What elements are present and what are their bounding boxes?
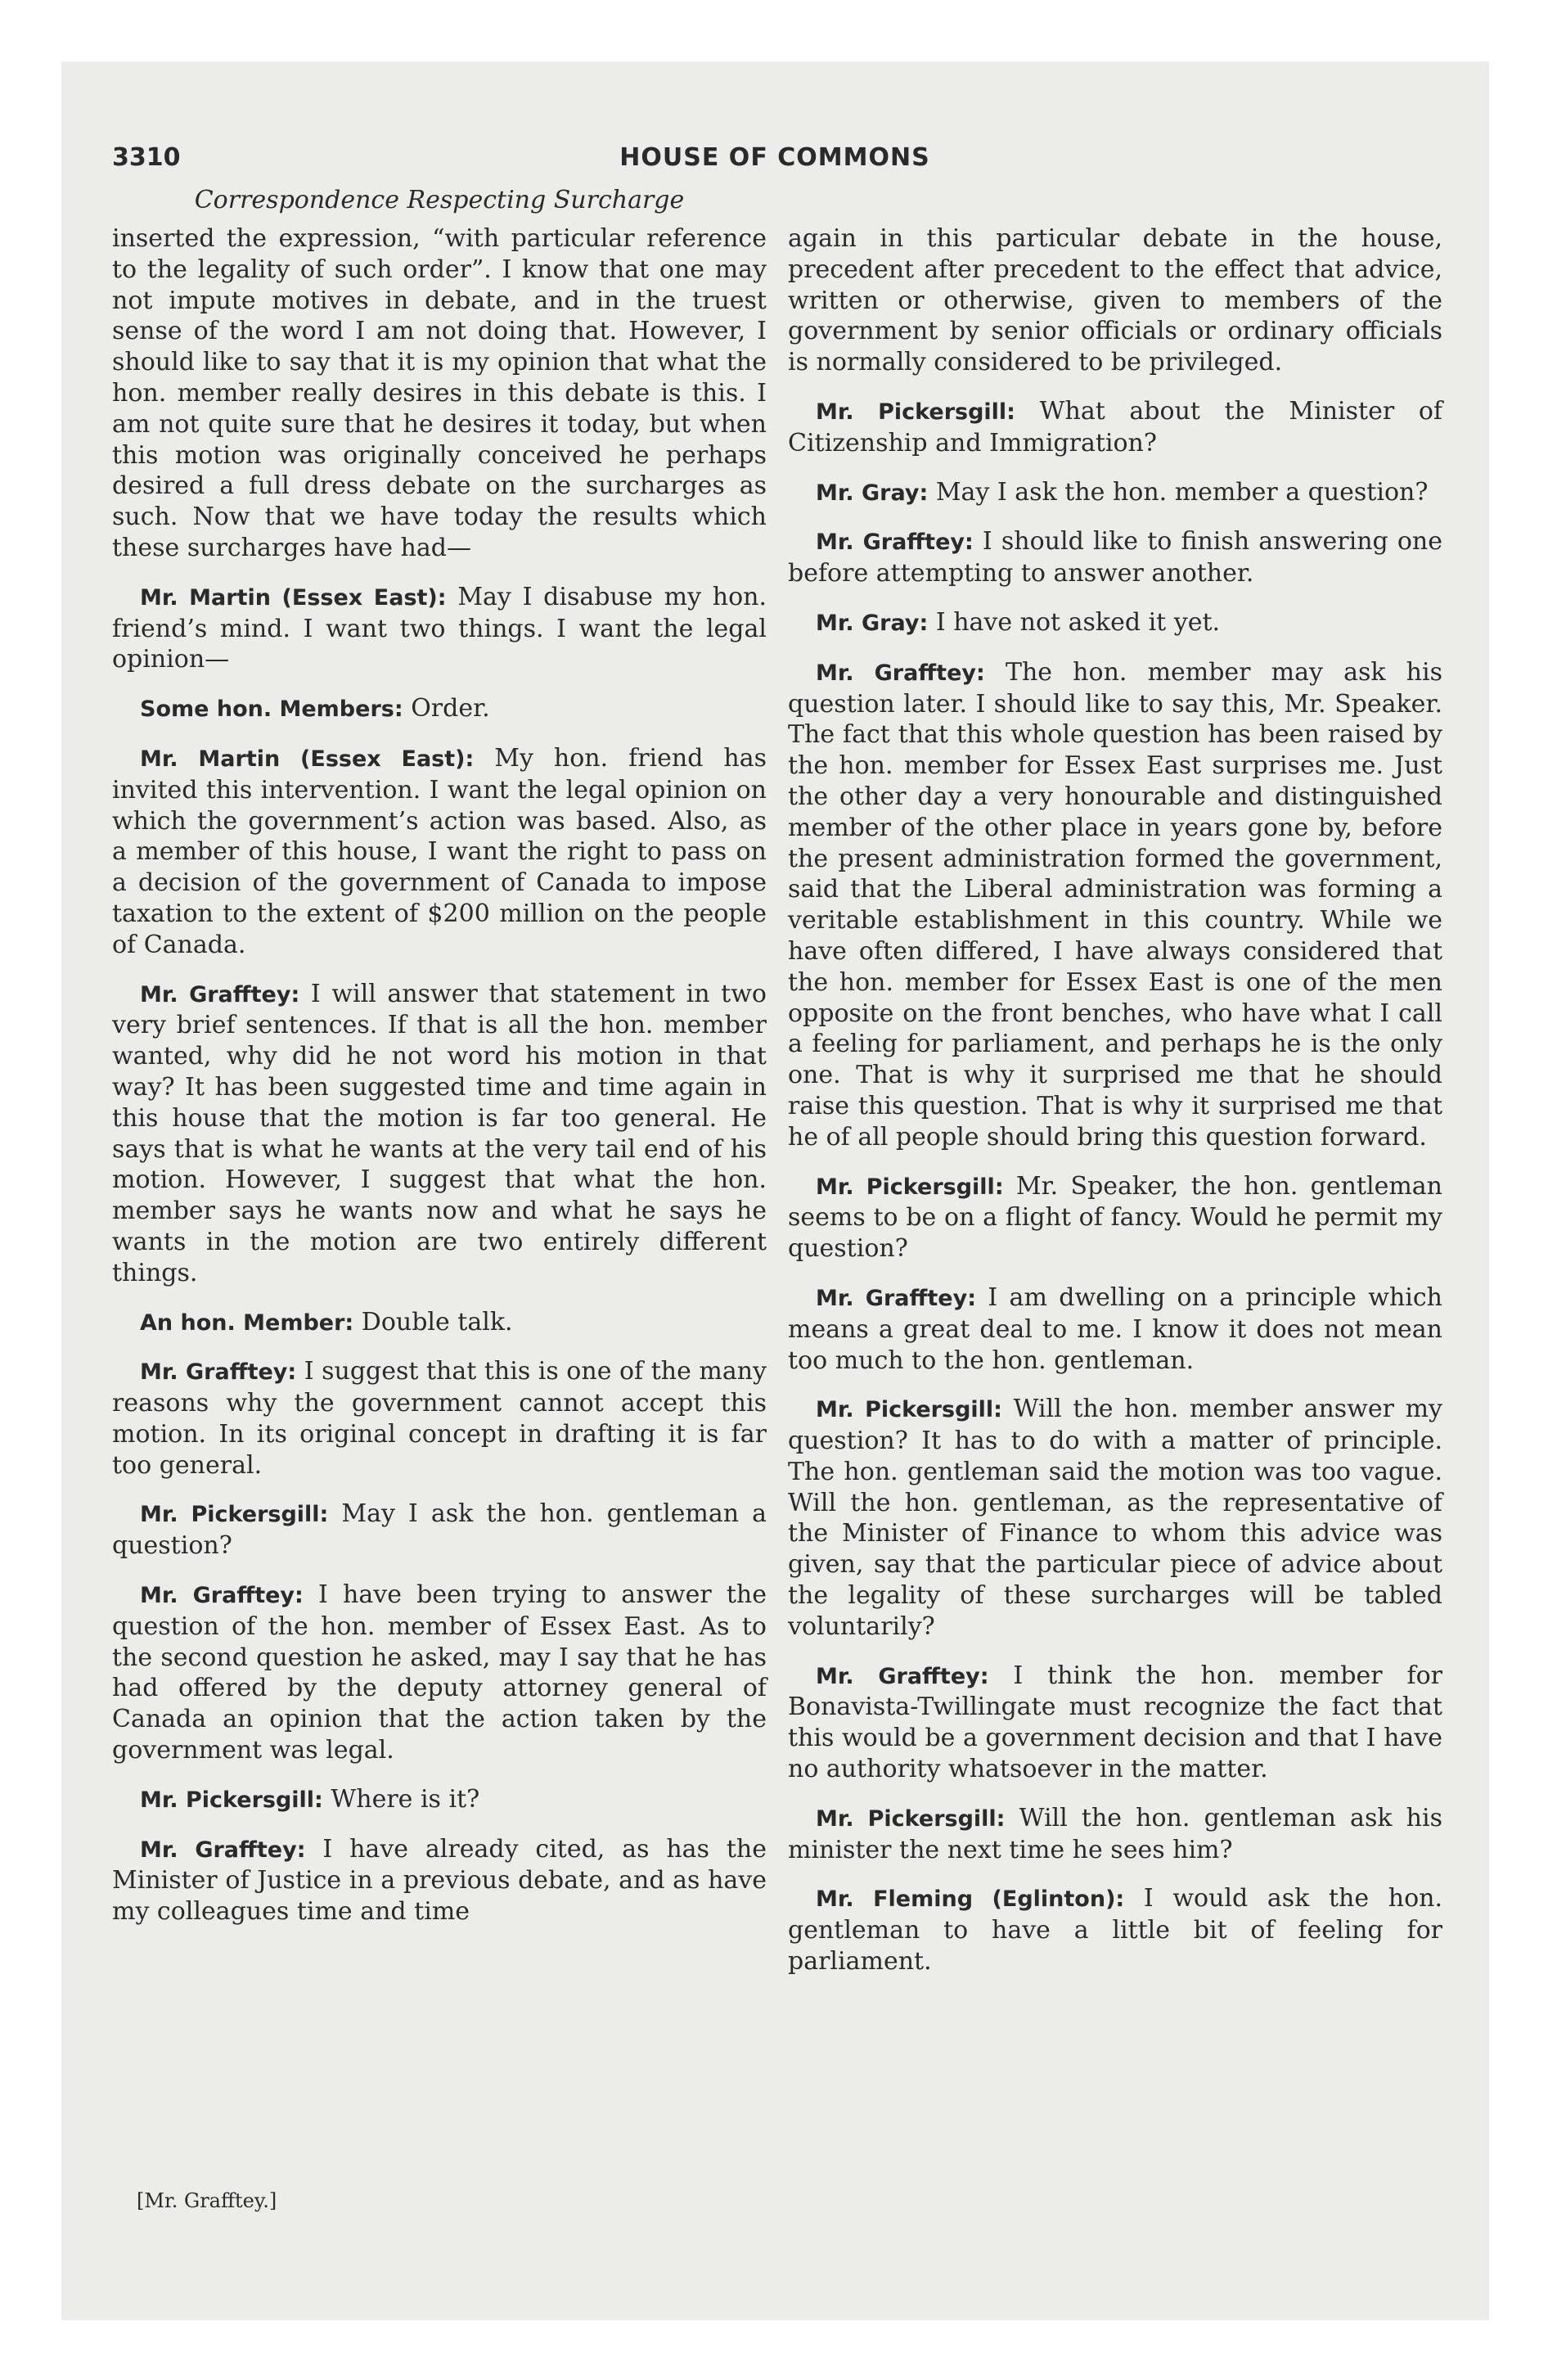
speaker-name: Mr. Pickersgill: (816, 399, 1015, 425)
paragraph (788, 1282, 1442, 1376)
speaker-name: Mr. Grafftey: (816, 1285, 976, 1311)
paragraph (112, 1499, 767, 1562)
paragraph (788, 1883, 1442, 1977)
speaker-name: Mr. Pickersgill: (816, 1174, 1004, 1200)
paragraph-text: I suggest that this is one of the many reasons why the government cannot accept this motion. In its original concept in drafting it is far too general. (112, 1357, 767, 1480)
paragraph-text: inserted the expression, “with particular reference to the legality of such order”. I know that one may not impute motives in debate, and in the truest sense of the word I am not doing that. However, I should like to say that it is my opinion that what the hon. member really desires in this debate is this. I am not quite sure that he desires it today, but when this motion was originally conceived he perhaps desired a full dress debate on the surcharges as such. Now that we have today the results which these surcharges have had— (112, 224, 767, 562)
paragraph-text: I will answer that statement in two very brief sentences. If that is all the hon. member wanted, why did he not word his motion in that way? It has been suggested time and time again in this house that the motion is far too general. He says that is what he wants at the very tail end of his motion. However, I suggest that what the hon. member says he wants now and what he says he wants in the motion are two entirely different things. (112, 979, 767, 1287)
hansard-page (61, 61, 1489, 2320)
paragraph (788, 607, 1442, 639)
speaker-name: Mr. Grafftey: (140, 1359, 297, 1386)
paragraph-text: I have been trying to answer the question of the hon. member of Essex East. As to the second question he asked, may I say that he has had offered by the deputy attorney general of Canada an opinion that the action taken by the government was legal. (112, 1580, 767, 1765)
paragraph (788, 526, 1442, 589)
paragraph-text: I should like to finish answering one before attempting to answer another. (788, 527, 1442, 588)
paragraph (788, 1803, 1442, 1866)
speaker-name: Some hon. Members: (140, 696, 403, 723)
paragraph (112, 1784, 767, 1816)
paragraph-text: Will the hon. member answer my question? It has to do with a matter of principle. The hon. gentleman said the motion was too vague. Will the hon. gentleman, as the representative of the Minister of Finance to whom this advice was given, say that the particular piece of advice about the legality of these surcharges will be tabled voluntarily? (788, 1395, 1442, 1641)
speaker-name: Mr. Pickersgill: (816, 1805, 1006, 1832)
paragraph-text: again in this particular debate in the house, precedent after precedent to the effect that advice, written or otherwise, given to members of the government by senior officials or ordinary officials is normally considered to be privileged. (788, 224, 1442, 377)
paragraph-text: Will the hon. gentleman ask his minister the next time he sees him? (788, 1803, 1442, 1864)
speaker-name: Mr. Grafftey: (816, 530, 974, 556)
speaker-name: Mr. Grafftey: (140, 981, 300, 1007)
speaker-name: Mr. Martin (Essex East): (140, 584, 447, 611)
speaker-name: Mr. Grafftey: (140, 1837, 306, 1863)
paragraph-text: Where is it? (331, 1784, 480, 1814)
paragraph-text: The hon. member may ask his question later. I should like to say this, Mr. Speaker. The fact that this whole question has been raised by the hon. member for Essex East surprises me. Just the other day a very honourable and distinguished member of the other place in years gone by, before the present administration formed the government, said that the Liberal administration was forming a veritable establishment in this country. While we have often differed, I have always considered that the hon. member for Essex East is one of the men opposite on the front benches, who have what I call a feeling for parliament, and perhaps he is the only one. That is why it surprised me that he should raise this question. That is why it surprised me that he of all people should bring this question forward. (788, 657, 1442, 1152)
speaker-name: Mr. Grafftey: (816, 660, 985, 686)
left-column (112, 223, 767, 1945)
paragraph (788, 223, 1442, 378)
journal-title: HOUSE OF COMMONS (619, 143, 930, 172)
paragraph-text: I would ask the hon. gentleman to have a little bit of feeling for parliament. (788, 1884, 1442, 1977)
paragraph (788, 657, 1442, 1153)
paragraph (112, 1307, 767, 1339)
speaker-name: Mr. Pickersgill: (816, 1397, 1002, 1423)
paragraph-text: My hon. friend has invited this intervention. I want the legal opinion on which the government’s action was based. Also, as a member of this house, I want the right to pass on a decision of the government of Canada to impose taxation to the extent of $200 million on the people of Canada. (112, 743, 767, 959)
right-column (788, 223, 1442, 1995)
paragraph-text: I have not asked it yet. (935, 607, 1221, 637)
speaker-name: Mr. Martin (Essex East): (140, 746, 475, 772)
paragraph (112, 693, 767, 725)
speaker-name: Mr. Pickersgill: (140, 1787, 323, 1813)
paragraph-text: I have already cited, as has the Minister of Justice in a previous debate, and as have my colleagues time and time (112, 1834, 767, 1927)
paragraph (788, 1661, 1442, 1785)
paragraph-text: Mr. Speaker, the hon. gentleman seems to be on a flight of fancy. Would he permit my question? (788, 1171, 1443, 1264)
paragraph (112, 1580, 767, 1766)
page-header (112, 143, 1438, 184)
speaker-name: Mr. Gray: (816, 480, 929, 506)
paragraph-text: May I ask the hon. gentleman a question? (112, 1499, 767, 1561)
paragraph (112, 223, 767, 564)
paragraph (112, 979, 767, 1289)
speaker-name: Mr. Gray: (816, 610, 929, 636)
paragraph (788, 1171, 1442, 1264)
paragraph-text: May I disabuse my hon. friend’s mind. I want two things. I want the legal opinion— (112, 582, 767, 674)
paragraph-text: I am dwelling on a principle which means a great deal to me. I know it does not mean too much to the hon. gentleman. (788, 1282, 1442, 1375)
subject-heading: Correspondence Respecting Surcharge (194, 186, 685, 214)
paragraph-text: Double talk. (361, 1307, 513, 1336)
paragraph (112, 1356, 767, 1481)
paragraph (112, 582, 767, 675)
speaker-name: An hon. Member: (140, 1309, 354, 1336)
speaker-footer-reference: [Mr. Grafftey.] (137, 2189, 277, 2212)
paragraph (788, 1394, 1442, 1642)
paragraph (788, 396, 1442, 459)
paragraph (788, 477, 1442, 509)
speaker-name: Mr. Pickersgill: (140, 1502, 329, 1528)
speaker-name: Mr. Fleming (Eglinton): (816, 1886, 1125, 1913)
paragraph-text: Order. (411, 694, 490, 723)
speaker-name: Mr. Grafftey: (816, 1663, 989, 1689)
speaker-name: Mr. Grafftey: (140, 1583, 304, 1609)
paragraph (112, 743, 767, 961)
paragraph (112, 1834, 767, 1927)
paragraph-text: What about the Minister of Citizenship and Immigration? (788, 396, 1442, 458)
paragraph-text: May I ask the hon. member a question? (935, 477, 1429, 507)
paragraph-text: I think the hon. member for Bonavista-Twillingate must recognize the fact that this would be a government decision and that I have no authority whatsoever in the matter. (788, 1661, 1442, 1784)
page-number: 3310 (112, 143, 181, 172)
